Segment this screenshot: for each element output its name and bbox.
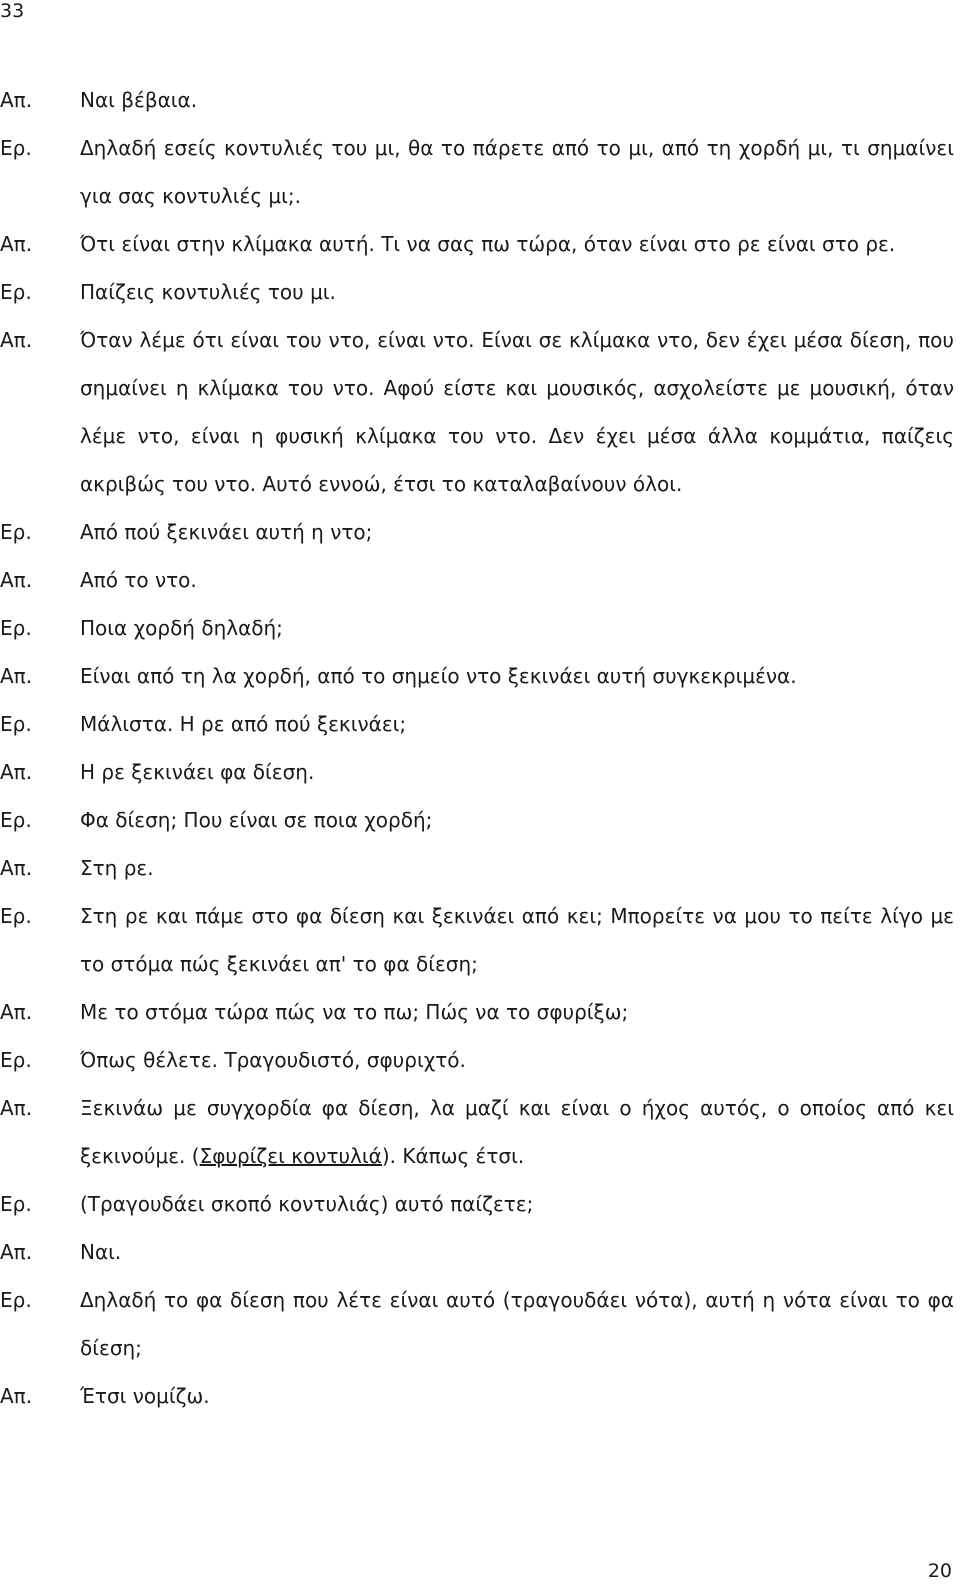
speaker-label: Απ. (0, 664, 33, 688)
dialogue-entry (0, 844, 960, 892)
speaker-label: Ερ. (0, 280, 32, 304)
utterance-text: Δηλαδή εσείς κοντυλιές του μι, θα το πάρετε από το μι, από τη χορδή μι, τι σημαίνει για σας κοντυλιές μι;. (80, 136, 954, 208)
dialogue-entry (0, 748, 960, 796)
speaker-label: Ερ. (0, 1192, 32, 1216)
speaker-label: Ερ. (0, 616, 32, 640)
dialogue-entry (0, 316, 960, 508)
utterance-text: Ναι βέβαια. (80, 88, 198, 112)
utterance-text: Έτσι νομίζω. (80, 1384, 210, 1408)
dialogue-entry (0, 268, 960, 316)
utterance-text-part: ). Κάπως έτσι. (381, 1144, 525, 1168)
utterance-text: Όταν λέμε ότι είναι του ντο, είναι ντο. Είναι σε κλίμακα ντο, δεν έχει μέσα δίεση, που σημαίνει η κλίμακα του ντο. Αφού είστε και μουσικός, ασχολείστε με μουσική, όταν λέμε ντο, είναι η φυσική κλίμακα του ντο. Δεν έχει μέσα άλλα κομμάτια, παίζεις ακριβώς του ντο. Αυτό εννοώ, έτσι το καταλαβαίνουν όλοι. (80, 328, 954, 496)
speaker-label: Ερ. (0, 520, 32, 544)
utterance-text: Ποια χορδή δηλαδή; (80, 616, 283, 640)
utterance-text: Στη ρε και πάμε στο φα δίεση και ξεκινάει από κει; Μπορείτε να μου το πείτε λίγο με το στόμα πώς ξεκινάει απ' το φα δίεση; (80, 904, 954, 976)
speaker-label: Απ. (0, 232, 33, 256)
utterance-text: Όπως θέλετε. Τραγουδιστό, σφυριχτό. (80, 1048, 466, 1072)
page-number-bottom: 20 (927, 1560, 952, 1582)
dialogue-entry (0, 1372, 960, 1420)
utterance-text: Από πού ξεκινάει αυτή η ντο; (80, 520, 373, 544)
utterance-text: Δηλαδή το φα δίεση που λέτε είναι αυτό (τραγουδάει νότα), αυτή η νότα είναι το φα δίεση; (80, 1288, 954, 1360)
speaker-label: Ερ. (0, 1048, 32, 1072)
utterance-text: Ότι είναι στην κλίμακα αυτή. Τι να σας πω τώρα, όταν είναι στο ρε είναι στο ρε. (80, 232, 896, 256)
speaker-label: Απ. (0, 328, 33, 352)
utterance-text: Από το ντο. (80, 568, 197, 592)
utterance-text: Η ρε ξεκινάει φα δίεση. (80, 760, 315, 784)
dialogue-entry (0, 700, 960, 748)
dialogue-entry (0, 988, 960, 1036)
speaker-label: Ερ. (0, 712, 32, 736)
page-number-top: 33 (0, 0, 25, 22)
speaker-label: Απ. (0, 88, 33, 112)
speaker-label: Ερ. (0, 904, 32, 928)
dialogue-entry (0, 220, 960, 268)
dialogue-entry (0, 124, 960, 220)
dialogue-entry (0, 1036, 960, 1084)
utterance-text: Φα δίεση; Που είναι σε ποια χορδή; (80, 808, 433, 832)
speaker-label: Απ. (0, 760, 33, 784)
dialogue-entry (0, 604, 960, 652)
utterance-text: (Τραγουδάει σκοπό κοντυλιάς) αυτό παίζετε; (80, 1192, 534, 1216)
speaker-label: Απ. (0, 1240, 33, 1264)
dialogue-entry (0, 76, 960, 124)
speaker-label: Απ. (0, 1096, 33, 1120)
utterance-text: Στη ρε. (80, 856, 154, 880)
speaker-label: Ερ. (0, 808, 32, 832)
speaker-label: Απ. (0, 1384, 33, 1408)
speaker-label: Ερ. (0, 1288, 32, 1312)
utterance-text-part: Ξεκινάω με συγχορδία φα δίεση, λα μαζί και είναι ο ήχος αυτός, ο οποίος από κει ξεκινούμε. ( (80, 1096, 954, 1168)
dialogue-entry (0, 1276, 960, 1372)
utterance-text: Παίζεις κοντυλιές του μι. (80, 280, 336, 304)
speaker-label: Απ. (0, 1000, 33, 1024)
dialogue-entry (0, 508, 960, 556)
speaker-label: Ερ. (0, 136, 32, 160)
speaker-label: Απ. (0, 856, 33, 880)
dialogue-entry (0, 892, 960, 988)
utterance-text: Μάλιστα. Η ρε από πού ξεκινάει; (80, 712, 407, 736)
speaker-label: Απ. (0, 568, 33, 592)
dialogue-entry (0, 1228, 960, 1276)
stage-direction-underlined: Σφυρίζει κοντυλιά (199, 1144, 382, 1168)
dialogue-entry (0, 796, 960, 844)
dialogue-entry (0, 1180, 960, 1228)
dialogue-entry (0, 652, 960, 700)
interview-transcript (0, 76, 960, 1420)
dialogue-entry (0, 556, 960, 604)
dialogue-entry (0, 1084, 960, 1180)
utterance-text (80, 1084, 954, 1180)
utterance-text: Είναι από τη λα χορδή, από το σημείο ντο ξεκινάει αυτή συγκεκριμένα. (80, 664, 797, 688)
utterance-text: Με το στόμα τώρα πώς να το πω; Πώς να το σφυρίξω; (80, 1000, 629, 1024)
utterance-text: Ναι. (80, 1240, 122, 1264)
